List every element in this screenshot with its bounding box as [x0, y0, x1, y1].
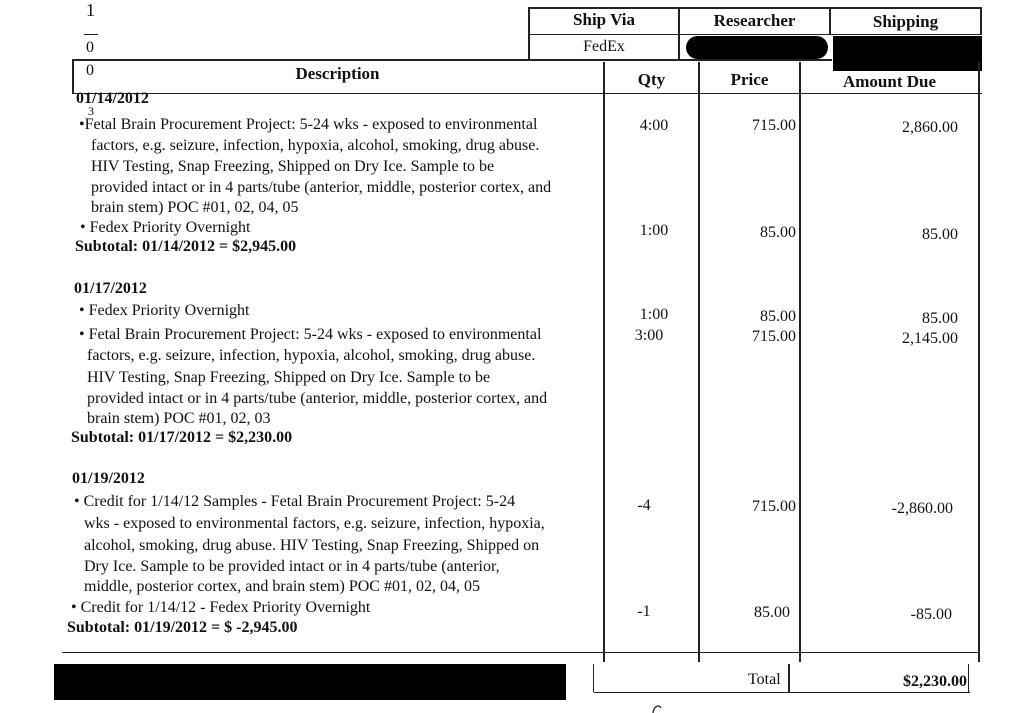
amount-value: 85.00 — [922, 226, 958, 243]
redaction-footer — [54, 664, 566, 700]
rule — [978, 62, 980, 662]
price-value: 85.00 — [760, 308, 796, 325]
rule — [62, 652, 980, 653]
line-item-text: •Fetal Brain Procurement Project: 5-24 wks - exposed to environmental — [79, 116, 538, 133]
amount-value: -2,860.00 — [891, 500, 953, 517]
ship-via-header: Ship Via — [573, 10, 635, 29]
margin-rule — [84, 34, 98, 35]
subtotal: Subtotal: 01/19/2012 = $ -2,945.00 — [67, 619, 298, 636]
description-header: Description — [295, 64, 380, 83]
line-item-text: • Fedex Priority Overnight — [79, 302, 250, 319]
line-item-text: wks - exposed to environmental factors, e.g. seizure, infection, hypoxia, — [84, 515, 545, 532]
price-value: 715.00 — [752, 328, 796, 345]
price-value: 715.00 — [752, 498, 796, 515]
total-label: Total — [748, 671, 781, 688]
qty-value: 1:00 — [639, 222, 669, 239]
line-item-text: Dry Ice. Sample to be provided intact or in 4 parts/tube (anterior, — [84, 558, 500, 575]
qty-value: -1 — [637, 603, 651, 620]
line-item-text: middle, posterior cortex, and brain stem) POC #01, 02, 04, 05 — [84, 578, 480, 595]
price-value: 85.00 — [754, 604, 790, 621]
rule — [980, 7, 982, 35]
price-value: 85.00 — [760, 224, 796, 241]
line-item-text: HIV Testing, Snap Freezing, Shipped on Dry Ice. Sample to be — [91, 158, 495, 175]
price-value: 715.00 — [752, 117, 796, 134]
redaction-researcher — [686, 36, 828, 59]
rule — [698, 62, 700, 662]
amount-value: 2,145.00 — [902, 330, 958, 347]
line-item-text: provided intact or in 4 parts/tube (anterior, middle, posterior cortex, and — [87, 390, 548, 407]
shipping-header: Shipping — [872, 12, 939, 31]
rule — [72, 59, 832, 61]
redaction-shipping — [833, 36, 982, 71]
margin-mark: 0 — [86, 39, 94, 56]
amount-value: 85.00 — [922, 310, 958, 327]
section-date: 01/14/2012 — [76, 90, 149, 107]
margin-mark: 0 — [86, 62, 94, 79]
margin-mark: 1 — [86, 0, 95, 20]
rule — [528, 7, 982, 9]
line-item-text: factors, e.g. seizure, infection, hypoxia, alcohol, smoking, drug abuse. — [87, 347, 536, 364]
line-item-text: • Fedex Priority Overnight — [80, 219, 251, 236]
amount-value: -85.00 — [910, 606, 952, 623]
qty-value: 1:00 — [639, 306, 669, 323]
margin-mark: 3 — [88, 104, 94, 118]
section-date: 01/17/2012 — [74, 280, 147, 297]
rule — [799, 62, 801, 662]
rule — [593, 664, 594, 692]
line-item-text: brain stem) POC #01, 02, 04, 05 — [91, 199, 299, 216]
subtotal: Subtotal: 01/14/2012 = $2,945.00 — [75, 238, 297, 255]
subtotal: Subtotal: 01/17/2012 = $2,230.00 — [71, 429, 293, 446]
amount-value: 2,860.00 — [902, 119, 958, 136]
line-item-text: • Credit for 1/14/12 - Fedex Priority Overnight — [71, 599, 371, 616]
qty-value: 3:00 — [634, 327, 664, 344]
amount-due-header: Amount Due — [842, 72, 937, 91]
line-item-text: provided intact or in 4 parts/tube (anterior, middle, posterior cortex, and — [91, 179, 552, 196]
line-item-text: • Fetal Brain Procurement Project: 5-24 wks - exposed to environmental — [79, 326, 542, 343]
researcher-header: Researcher — [713, 11, 796, 30]
qty-value: 4:00 — [639, 117, 669, 134]
rule — [788, 664, 790, 692]
stray-mark-icon — [650, 702, 666, 713]
qty-header: Qty — [637, 70, 666, 89]
price-header: Price — [730, 70, 769, 89]
total-value: $2,230.00 — [903, 673, 967, 690]
line-item-text: alcohol, smoking, drug abuse. HIV Testing, Snap Freezing, Shipped on — [84, 537, 540, 554]
rule — [968, 664, 969, 692]
line-item-text: factors, e.g. seizure, infection, hypoxia, alcohol, smoking, drug abuse. — [91, 137, 540, 154]
rule — [594, 692, 970, 693]
line-item-text: HIV Testing, Snap Freezing, Shipped on Dry Ice. Sample to be — [87, 369, 491, 386]
rule — [72, 93, 982, 94]
line-item-text: brain stem) POC #01, 02, 03 — [87, 410, 271, 427]
section-date: 01/19/2012 — [72, 470, 145, 487]
rule — [603, 62, 605, 662]
line-item-text: • Credit for 1/14/12 Samples - Fetal Brain Procurement Project: 5-24 — [74, 493, 516, 510]
qty-value: -4 — [637, 497, 651, 514]
rule — [528, 34, 982, 35]
ship-via-value: FedEx — [583, 38, 625, 55]
